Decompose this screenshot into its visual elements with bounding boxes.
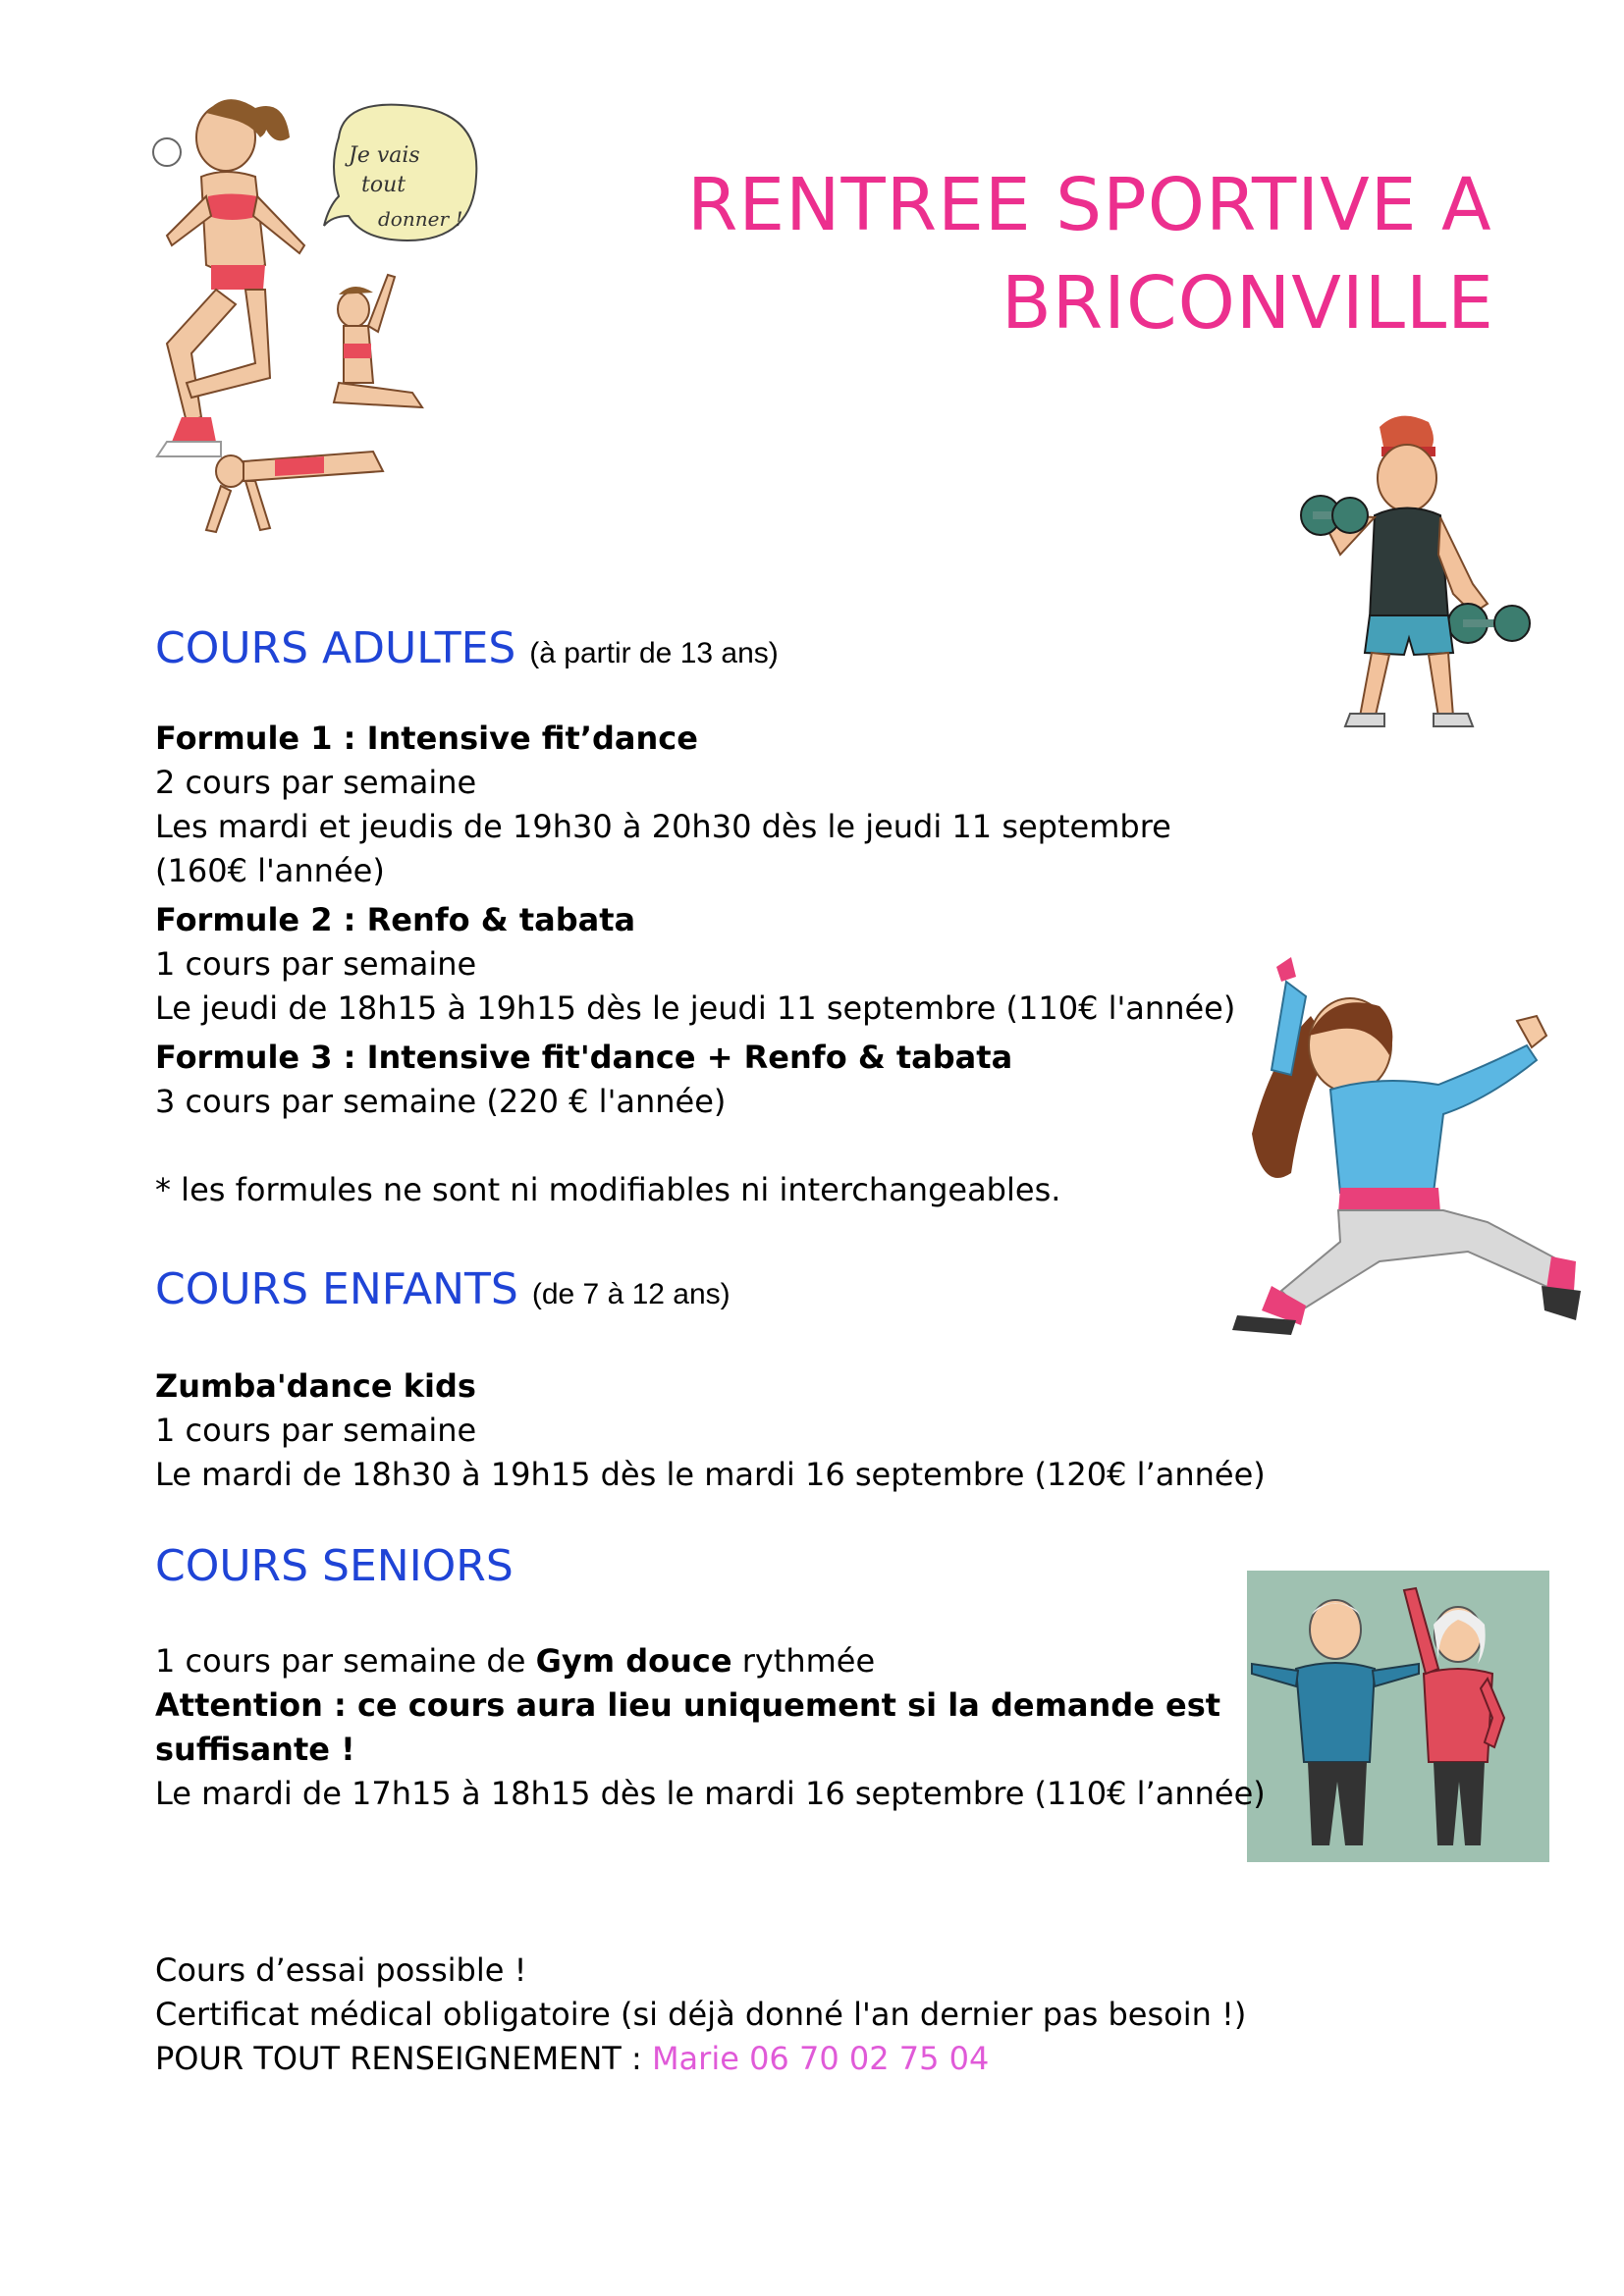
speech-bubble-line-1: Je vais [349,143,420,168]
zumba-title: Zumba'dance kids [155,1367,476,1405]
adultes-heading [155,623,779,673]
formule2-line-1: 1 cours par semaine [155,945,477,983]
woman-exercising-illustration [128,69,501,560]
dancer-illustration [1232,937,1610,1379]
zumba-line-1: 1 cours par semaine [155,1412,477,1449]
enfants-age-note: (de 7 à 12 ans) [531,1278,731,1310]
contact-label: POUR TOUT RENSEIGNEMENT : [155,2040,652,2077]
formule1-line-3: (160€ l'année) [155,852,385,889]
formule1-title: Formule 1 : Intensive fit’dance [155,720,698,757]
speech-bubble-line-2: tout [361,173,406,197]
zumba-line-2: Le mardi de 18h30 à 19h15 dès le mardi 16 septembre (120€ l’année) [155,1456,1266,1493]
bodybuilder-illustration [1291,407,1537,731]
page-title-line-1: RENTREE SPORTIVE A [687,163,1492,247]
formule3-title: Formule 3 : Intensive fit'dance + Renfo & tabata [155,1039,1013,1076]
speech-bubble-line-3: donner ! [378,207,463,231]
seniors-course-suffix: rythmée [731,1642,876,1680]
formule2-title: Formule 2 : Renfo & tabata [155,901,636,938]
formule2-line-2: Le jeudi de 18h15 à 19h15 dès le jeudi 11 septembre (110€ l'année) [155,989,1236,1027]
medical-certificate-note: Certificat médical obligatoire (si déjà donné l'an dernier pas besoin !) [155,1996,1247,2033]
adultes-heading-label: COURS ADULTES [155,623,516,673]
enfants-heading [155,1264,731,1314]
formule1-line-2: Les mardi et jeudis de 19h30 à 20h30 dès le jeudi 11 septembre [155,808,1171,845]
seniors-heading: COURS SENIORS [155,1541,514,1591]
contact-phone: Marie 06 70 02 75 04 [651,2040,990,2077]
seniors-exercising-illustration [1247,1571,1549,1862]
adultes-age-note: (à partir de 13 ans) [529,637,779,669]
contact-line [155,2037,989,2081]
gym-douce-label: Gym douce [535,1642,732,1680]
enfants-heading-label: COURS ENFANTS [155,1264,518,1314]
trial-course-note: Cours d’essai possible ! [155,1951,527,1989]
page-title-line-2: BRICONVILLE [1001,261,1494,346]
formules-footnote: * les formules ne sont ni modifiables ni interchangeables. [155,1171,1061,1208]
seniors-attention-line-1: Attention : ce cours aura lieu uniquement si la demande est [155,1686,1221,1724]
seniors-course-prefix: 1 cours par semaine de [155,1642,536,1680]
seniors-course-line [155,1639,875,1683]
formule3-line-1: 3 cours par semaine (220 € l'année) [155,1083,727,1120]
seniors-attention-line-2: suffisante ! [155,1731,355,1768]
formule1-line-1: 2 cours par semaine [155,764,477,801]
seniors-schedule: Le mardi de 17h15 à 18h15 dès le mardi 16 septembre (110€ l’année) [155,1775,1266,1812]
